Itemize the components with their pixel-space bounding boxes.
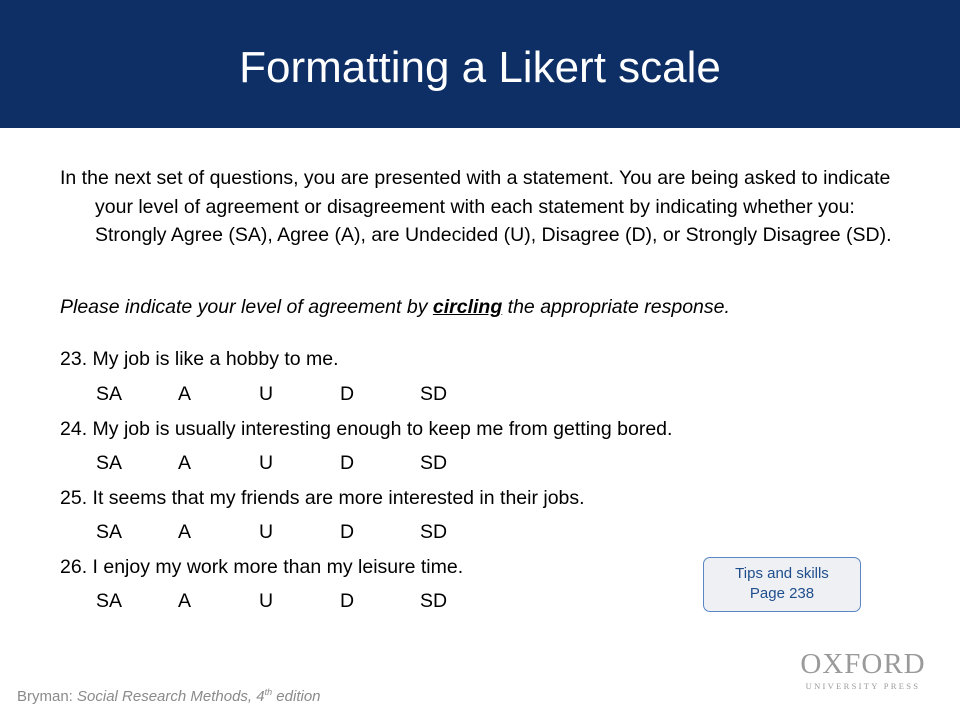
scale-option-sa[interactable]: SA xyxy=(96,521,123,543)
tip-box-line-1: Tips and skills xyxy=(735,565,829,582)
question-number: 25. xyxy=(60,487,88,509)
tip-box-line-2: Page 238 xyxy=(749,585,815,602)
slide-title: Formatting a Likert scale xyxy=(239,43,721,92)
footer-book-title: Social Research Methods, 4 xyxy=(77,688,265,705)
question-text: My job is like a hobby to me. xyxy=(92,348,339,370)
scale-option-sd[interactable]: SD xyxy=(420,521,448,543)
scale-option-sa[interactable]: SA xyxy=(96,452,123,474)
footer-author: Bryman: xyxy=(17,688,78,705)
scale-option-u[interactable]: U xyxy=(259,383,274,405)
oxford-logo-subtitle: UNIVERSITY PRESS xyxy=(805,681,921,691)
scale-option-sa[interactable]: SA xyxy=(96,383,123,405)
question-item xyxy=(60,415,672,443)
footer-edition-text: edition xyxy=(272,688,321,705)
footer-citation xyxy=(17,688,321,706)
scale-option-d[interactable]: D xyxy=(340,521,355,543)
scale-option-u[interactable]: U xyxy=(259,452,274,474)
scale-option-sd[interactable]: SD xyxy=(420,590,448,612)
scale-option-d[interactable]: D xyxy=(340,383,355,405)
instruction-text-after: the appropriate response. xyxy=(502,296,730,318)
question-number: 26. xyxy=(60,556,88,578)
scale-option-a[interactable]: A xyxy=(178,383,192,405)
oxford-logo-wordmark: OXFORD xyxy=(800,648,926,680)
scale-option-d[interactable]: D xyxy=(340,452,355,474)
question-item xyxy=(60,484,585,512)
question-text: It seems that my friends are more interested in their jobs. xyxy=(92,487,585,509)
scale-option-d[interactable]: D xyxy=(340,590,355,612)
footer-edition-superscript: th xyxy=(264,687,273,697)
question-text: I enjoy my work more than my leisure time. xyxy=(92,556,464,578)
question-item xyxy=(60,345,339,373)
scale-option-a[interactable]: A xyxy=(178,590,192,612)
question-text: My job is usually interesting enough to keep me from getting bored. xyxy=(92,418,673,440)
instruction-emphasis: circling xyxy=(432,296,503,318)
question-number: 23. xyxy=(60,348,88,370)
question-item xyxy=(60,553,463,581)
instruction-text-before: Please indicate your level of agreement by xyxy=(60,296,433,318)
scale-option-u[interactable]: U xyxy=(259,590,274,612)
scale-option-a[interactable]: A xyxy=(178,452,192,474)
intro-paragraph: In the next set of questions, you are presented with a statement. You are being asked to indicate your level of agreement or disagreement with each statement by indicating whether you: Strongly Agree (SA), Agree (A), are Undecided (U), Disagree (D), or Strongly Disagree (SD). xyxy=(60,167,892,246)
scale-option-u[interactable]: U xyxy=(259,521,274,543)
title-bar xyxy=(0,0,960,128)
tips-and-skills-box[interactable] xyxy=(703,557,861,612)
scale-option-sa[interactable]: SA xyxy=(96,590,123,612)
scale-option-sd[interactable]: SD xyxy=(420,383,448,405)
scale-option-a[interactable]: A xyxy=(178,521,192,543)
instruction-line xyxy=(60,293,920,321)
scale-option-sd[interactable]: SD xyxy=(420,452,448,474)
question-number: 24. xyxy=(60,418,88,440)
